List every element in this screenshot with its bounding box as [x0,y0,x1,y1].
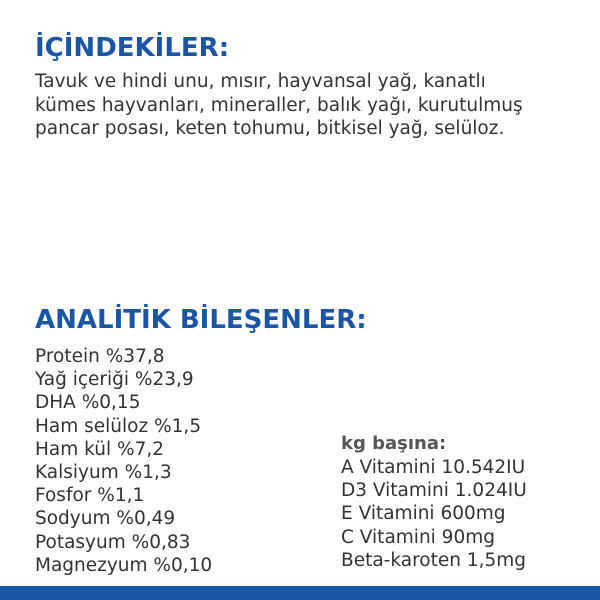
ingredients-line: kümes hayvanları, mineraller, balık yağı, kurutulmuş [35,94,523,116]
vitamins-list [341,456,527,572]
vitamin-item: C Vitamini 90mg [341,526,495,548]
vitamin-item: E Vitamini 600mg [341,503,506,525]
bottom-brand-bar [0,586,600,600]
analytic-item: Sodyum %0,49 [35,508,176,530]
analytic-item: Fosfor %1,1 [35,485,145,507]
analytic-item: Ham kül %7,2 [35,438,165,460]
analytic-heading: ANALİTİK BİLEŞENLER: [35,305,367,335]
analytic-item: Kalsiyum %1,3 [35,462,172,484]
analytic-item: DHA %0,15 [35,392,141,414]
analytic-item: Protein %37,8 [35,346,165,367]
ingredients-heading: İÇİNDEKİLER: [35,33,230,63]
analytic-list [35,345,212,577]
vitamin-item: A Vitamini 10.542IU [341,457,526,478]
ingredients-line: pancar posası, keten tohumu, bitkisel yağ, selüloz. [35,118,505,139]
vitamins-heading: kg başına: [341,433,447,454]
vitamin-item: D3 Vitamini 1.024IU [341,480,527,502]
analytic-item: Ham selüloz %1,5 [35,415,202,437]
ingredients-line: Tavuk ve hindi unu, mısır, hayvansal yağ, kanatlı [35,71,486,92]
ingredients-text [35,70,595,141]
analytic-item: Magnezyum %0,10 [35,554,213,576]
vitamin-item: Beta-karoten 1,5mg [341,549,527,571]
analytic-item: Potasyum %0,83 [35,531,191,553]
analytic-item: Yağ içeriği %23,9 [35,369,194,391]
